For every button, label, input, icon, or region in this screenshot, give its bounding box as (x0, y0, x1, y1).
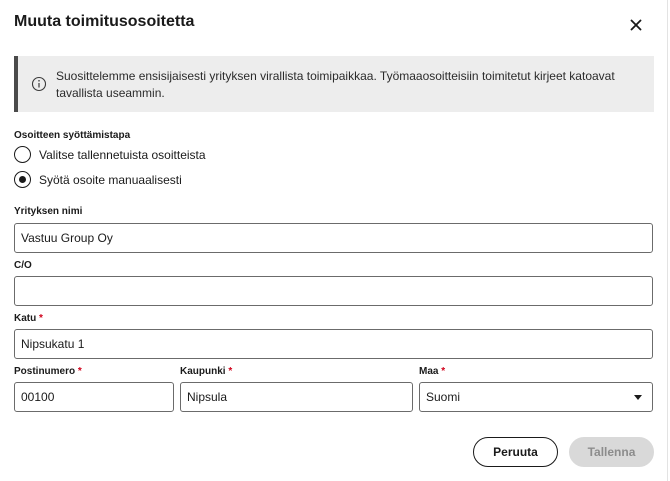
chevron-down-icon (634, 395, 642, 400)
co-field[interactable] (14, 276, 653, 306)
required-marker: * (39, 313, 43, 324)
required-marker: * (441, 366, 446, 377)
country-label (419, 366, 445, 377)
company-name-label: Yrityksen nimi (14, 206, 83, 217)
city-field[interactable] (180, 382, 413, 412)
co-label: C/O (14, 260, 32, 271)
dialog-title: Muuta toimitusosoitetta (14, 13, 195, 30)
country-label-text: Maa (419, 366, 439, 377)
notice-text: Suosittelemme ensisijaisesti yrityksen virallista toimipaikkaa. Työmaaosoitteisiin toimitetut kirjeet katoavat tavallista useammin. (56, 69, 615, 100)
radio-button-checked[interactable] (14, 171, 31, 188)
street-label (14, 313, 43, 324)
country-select-value: Suomi (426, 390, 461, 404)
postal-code-label-text: Postinumero (14, 366, 76, 377)
radio-saved-addresses[interactable] (14, 146, 206, 163)
postal-code-label (14, 366, 82, 377)
country-select[interactable] (419, 382, 653, 412)
required-marker: * (77, 366, 82, 377)
street-field[interactable] (14, 329, 653, 359)
address-method-label: Osoitteen syöttämistapa (14, 130, 131, 141)
info-icon (31, 76, 47, 92)
save-button[interactable]: Tallenna (569, 437, 654, 467)
company-name-field[interactable] (14, 223, 653, 253)
close-button[interactable] (626, 15, 646, 35)
radio-button[interactable] (14, 146, 31, 163)
required-marker: * (228, 366, 233, 377)
radio-label-manual: Syötä osoite manuaalisesti (39, 172, 182, 187)
city-label-text: Kaupunki (180, 366, 226, 377)
street-label-text: Katu (14, 313, 37, 324)
radio-manual-address[interactable] (14, 171, 182, 188)
info-notice (14, 56, 654, 112)
close-icon (626, 15, 646, 35)
cancel-button[interactable]: Peruuta (473, 437, 558, 467)
postal-code-field[interactable] (14, 382, 174, 412)
radio-label-saved: Valitse tallennetuista osoitteista (39, 147, 206, 162)
city-label (180, 366, 232, 377)
